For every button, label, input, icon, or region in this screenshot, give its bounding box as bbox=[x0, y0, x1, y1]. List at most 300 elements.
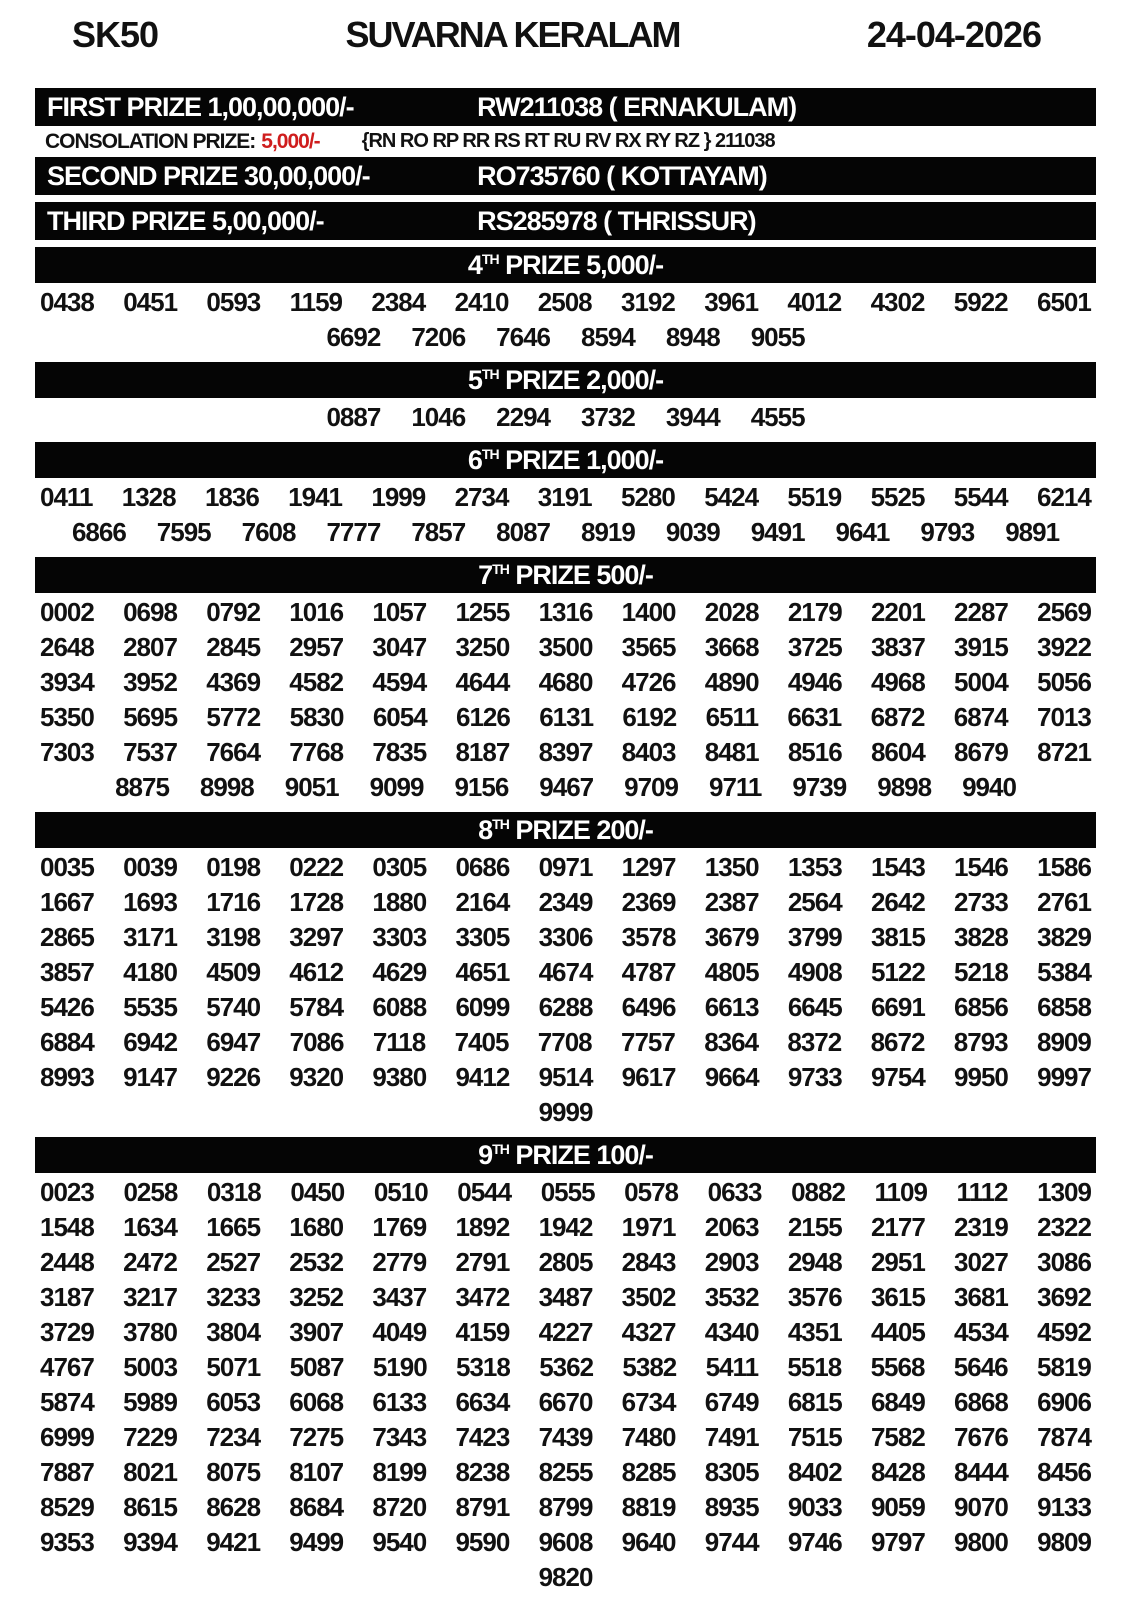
prize-number: 9809 bbox=[1037, 1527, 1091, 1557]
prize-number: 6670 bbox=[538, 1387, 593, 1417]
prize-number: 3799 bbox=[787, 922, 842, 952]
prize-number: 4946 bbox=[787, 667, 842, 697]
prize-number: 2779 bbox=[372, 1247, 427, 1277]
prize-number: 9640 bbox=[621, 1527, 676, 1557]
prize-number: 0578 bbox=[624, 1177, 679, 1207]
prize-number: 6088 bbox=[372, 992, 427, 1022]
prize-number: 8087 bbox=[496, 517, 550, 547]
prize-number: 0510 bbox=[373, 1177, 428, 1207]
prize-number: 9997 bbox=[1037, 1062, 1091, 1092]
prize-number: 1255 bbox=[455, 597, 510, 627]
prize-number: 5382 bbox=[622, 1352, 677, 1382]
prize-number: 6874 bbox=[953, 702, 1008, 732]
section-header: 5TH PRIZE 2,000/- bbox=[35, 362, 1096, 398]
prize-number: 7229 bbox=[123, 1422, 177, 1452]
number-row bbox=[40, 1455, 1091, 1490]
prize-number: 1999 bbox=[371, 482, 426, 512]
prize-number: 6133 bbox=[372, 1387, 427, 1417]
prize-number: 7303 bbox=[40, 737, 94, 767]
prize-number: 9820 bbox=[538, 1562, 593, 1592]
prize-number: 0887 bbox=[326, 402, 381, 432]
prize-number: 3732 bbox=[581, 402, 635, 432]
prize-number: 0411 bbox=[40, 482, 93, 512]
prize-number: 2410 bbox=[454, 287, 509, 317]
prize-section bbox=[0, 1137, 1131, 1595]
prize-number: 4592 bbox=[1037, 1317, 1091, 1347]
prize-number: 5695 bbox=[123, 702, 178, 732]
prize-number: 6942 bbox=[123, 1027, 178, 1057]
number-row bbox=[40, 1095, 1091, 1130]
number-row bbox=[40, 1420, 1091, 1455]
prize-number: 9641 bbox=[835, 517, 890, 547]
prize-number: 9099 bbox=[369, 772, 424, 802]
prize-number: 1543 bbox=[870, 852, 925, 882]
prize-number: 1892 bbox=[455, 1212, 510, 1242]
prize-number: 9540 bbox=[372, 1527, 427, 1557]
consolation-amount: 5,000/- bbox=[261, 130, 320, 153]
prize-number: 1112 bbox=[956, 1177, 1008, 1207]
prize-number: 7777 bbox=[326, 517, 381, 547]
masthead bbox=[0, 14, 1131, 56]
prize-number: 7664 bbox=[206, 737, 261, 767]
prize-number: 8919 bbox=[581, 517, 635, 547]
prize-number: 8935 bbox=[704, 1492, 759, 1522]
prize-number: 9226 bbox=[206, 1062, 261, 1092]
prize-number: 3944 bbox=[665, 402, 720, 432]
prize-number: 4629 bbox=[372, 957, 427, 987]
prize-number: 5003 bbox=[123, 1352, 178, 1382]
prize-number: 1400 bbox=[621, 597, 676, 627]
number-row bbox=[40, 1025, 1091, 1060]
prize-number: 1548 bbox=[40, 1212, 94, 1242]
prize-number: 1836 bbox=[204, 482, 259, 512]
prize-number: 4302 bbox=[870, 287, 925, 317]
prize-number: 4159 bbox=[455, 1317, 510, 1347]
prize-number: 2734 bbox=[454, 482, 509, 512]
prize-number: 9711 bbox=[708, 772, 762, 802]
prize-number: 1634 bbox=[123, 1212, 177, 1242]
prize-number: 4049 bbox=[372, 1317, 427, 1347]
prize-number: 9412 bbox=[455, 1062, 510, 1092]
number-row bbox=[40, 1350, 1091, 1385]
prize-number: 6691 bbox=[870, 992, 925, 1022]
prize-number: 2287 bbox=[954, 597, 1008, 627]
section-header: 8TH PRIZE 200/- bbox=[35, 812, 1096, 848]
prize-number: 5874 bbox=[40, 1387, 94, 1417]
prize-number: 7405 bbox=[454, 1027, 509, 1057]
prize-number: 0450 bbox=[290, 1177, 345, 1207]
prize-number: 8285 bbox=[621, 1457, 676, 1487]
number-row bbox=[40, 850, 1091, 885]
prize-number: 2948 bbox=[787, 1247, 842, 1277]
prize-number: 5424 bbox=[704, 482, 759, 512]
prize-number: 8720 bbox=[372, 1492, 427, 1522]
prize-number: 3804 bbox=[206, 1317, 261, 1347]
prize-number: 1728 bbox=[289, 887, 344, 917]
prize-number: 8799 bbox=[538, 1492, 593, 1522]
prize-number: 2322 bbox=[1037, 1212, 1091, 1242]
prize-number: 8791 bbox=[455, 1492, 510, 1522]
prize-number: 3472 bbox=[455, 1282, 510, 1312]
prize-number: 6496 bbox=[621, 992, 676, 1022]
prize-number: 9898 bbox=[877, 772, 932, 802]
prize-number: 2508 bbox=[537, 287, 592, 317]
prize-number: 2733 bbox=[954, 887, 1008, 917]
prize-number: 6511 bbox=[705, 702, 759, 732]
prize-number: 3250 bbox=[455, 632, 510, 662]
prize-number: 9739 bbox=[792, 772, 847, 802]
prize-number: 5426 bbox=[40, 992, 94, 1022]
number-row bbox=[40, 1525, 1091, 1560]
number-row bbox=[40, 1315, 1091, 1350]
prize-number: 8187 bbox=[455, 737, 510, 767]
prize-number: 8909 bbox=[1037, 1027, 1091, 1057]
prize-number: 0451 bbox=[123, 287, 178, 317]
prize-number: 3681 bbox=[954, 1282, 1008, 1312]
prize-number: 1546 bbox=[954, 852, 1008, 882]
prize-number: 8372 bbox=[787, 1027, 842, 1057]
prize-number: 4612 bbox=[289, 957, 344, 987]
prize-number: 0593 bbox=[206, 287, 261, 317]
prize-number: 2957 bbox=[289, 632, 344, 662]
prize-number: 9059 bbox=[870, 1492, 925, 1522]
prize-number: 8428 bbox=[870, 1457, 925, 1487]
prize-number: 2164 bbox=[455, 887, 510, 917]
number-row bbox=[40, 1490, 1091, 1525]
section-header: 6TH PRIZE 1,000/- bbox=[35, 442, 1096, 478]
number-row bbox=[40, 1060, 1091, 1095]
number-row bbox=[40, 630, 1091, 665]
prize-number: 6288 bbox=[538, 992, 593, 1022]
prize-number: 7491 bbox=[704, 1422, 759, 1452]
prize-number: 8998 bbox=[199, 772, 254, 802]
prize-number: 3829 bbox=[1037, 922, 1091, 952]
prize-number: 4582 bbox=[289, 667, 344, 697]
prize-number: 3217 bbox=[123, 1282, 177, 1312]
prize-number: 3780 bbox=[123, 1317, 177, 1347]
prize-number: 2472 bbox=[123, 1247, 177, 1277]
prize-number: 2791 bbox=[455, 1247, 510, 1277]
prize-number: 6872 bbox=[870, 702, 925, 732]
prize-number: 9421 bbox=[206, 1527, 261, 1557]
prize-number: 3668 bbox=[704, 632, 759, 662]
prize-number: 4555 bbox=[750, 402, 805, 432]
prize-number: 3233 bbox=[206, 1282, 261, 1312]
prize-number: 0318 bbox=[206, 1177, 261, 1207]
number-row bbox=[40, 920, 1091, 955]
prize-number: 3532 bbox=[704, 1282, 759, 1312]
prize-number: 1586 bbox=[1037, 852, 1091, 882]
third-prize-label: THIRD PRIZE 5,00,000/- bbox=[47, 206, 324, 236]
prize-number: 7835 bbox=[372, 737, 427, 767]
prize-number: 4890 bbox=[704, 667, 759, 697]
prize-number: 8021 bbox=[123, 1457, 177, 1487]
prize-number: 8516 bbox=[787, 737, 842, 767]
prize-number: 2564 bbox=[787, 887, 842, 917]
prize-number: 6734 bbox=[621, 1387, 676, 1417]
prize-number: 6858 bbox=[1037, 992, 1091, 1022]
prize-number: 2648 bbox=[40, 632, 94, 662]
prize-number: 1328 bbox=[121, 482, 176, 512]
prize-number: 5122 bbox=[870, 957, 925, 987]
prize-number: 3725 bbox=[787, 632, 842, 662]
prize-number: 9800 bbox=[954, 1527, 1008, 1557]
prize-number: 6906 bbox=[1037, 1387, 1091, 1417]
prize-number: 4534 bbox=[954, 1317, 1008, 1347]
prize-number: 3934 bbox=[40, 667, 94, 697]
prize-number: 7874 bbox=[1037, 1422, 1091, 1452]
prize-number: 3922 bbox=[1037, 632, 1091, 662]
prize-number: 2369 bbox=[621, 887, 676, 917]
prize-number: 8819 bbox=[621, 1492, 676, 1522]
prize-number: 3615 bbox=[870, 1282, 925, 1312]
number-row bbox=[40, 665, 1091, 700]
prize-number: 4908 bbox=[787, 957, 842, 987]
prize-number: 8615 bbox=[123, 1492, 177, 1522]
prize-number: 1057 bbox=[372, 597, 427, 627]
prize-number: 0002 bbox=[40, 597, 94, 627]
prize-number: 5772 bbox=[206, 702, 261, 732]
prize-number: 5190 bbox=[372, 1352, 427, 1382]
prize-number: 6815 bbox=[787, 1387, 842, 1417]
prize-number: 1350 bbox=[704, 852, 759, 882]
prize-number: 3187 bbox=[40, 1282, 94, 1312]
prize-number: 4594 bbox=[372, 667, 427, 697]
prize-number: 3729 bbox=[40, 1317, 94, 1347]
prize-number: 5830 bbox=[289, 702, 344, 732]
prize-number: 7708 bbox=[537, 1027, 592, 1057]
prize-number: 1353 bbox=[787, 852, 842, 882]
prize-number: 8444 bbox=[954, 1457, 1008, 1487]
prize-number: 6645 bbox=[787, 992, 842, 1022]
prize-number: 4726 bbox=[621, 667, 676, 697]
prize-number: 8403 bbox=[621, 737, 676, 767]
prize-number: 4805 bbox=[704, 957, 759, 987]
prize-number: 0971 bbox=[538, 852, 593, 882]
prize-number: 4651 bbox=[455, 957, 510, 987]
prize-number: 7887 bbox=[40, 1457, 94, 1487]
prize-number: 4012 bbox=[787, 287, 842, 317]
prize-number: 0633 bbox=[707, 1177, 762, 1207]
prize-number: 6068 bbox=[289, 1387, 344, 1417]
prize-number: 2155 bbox=[787, 1212, 842, 1242]
prize-number: 9999 bbox=[538, 1097, 593, 1127]
prize-number: 6749 bbox=[704, 1387, 759, 1417]
prize-number: 4405 bbox=[870, 1317, 925, 1347]
prize-number: 5740 bbox=[206, 992, 261, 1022]
prize-number: 9940 bbox=[962, 772, 1016, 802]
prize-number: 6868 bbox=[954, 1387, 1008, 1417]
prize-number: 9147 bbox=[123, 1062, 177, 1092]
first-prize-winner: RW211038 ( ERNAKULAM) bbox=[477, 92, 797, 122]
prize-number: 5350 bbox=[40, 702, 94, 732]
prize-number: 9353 bbox=[40, 1527, 94, 1557]
prize-number: 3306 bbox=[538, 922, 593, 952]
prize-number: 3915 bbox=[954, 632, 1008, 662]
prize-number: 1693 bbox=[123, 887, 177, 917]
prize-number: 5384 bbox=[1037, 957, 1091, 987]
prize-section bbox=[0, 442, 1131, 550]
prize-number: 5318 bbox=[456, 1352, 510, 1382]
prize-number: 2761 bbox=[1037, 887, 1091, 917]
prize-number: 5989 bbox=[123, 1387, 177, 1417]
prize-number: 5646 bbox=[953, 1352, 1008, 1382]
prize-number: 6692 bbox=[326, 322, 381, 352]
prize-number: 0222 bbox=[289, 852, 344, 882]
prize-number: 5784 bbox=[289, 992, 344, 1022]
prize-number: 9156 bbox=[454, 772, 509, 802]
prize-number: 7582 bbox=[870, 1422, 925, 1452]
prize-number: 2527 bbox=[206, 1247, 261, 1277]
prize-number: 0438 bbox=[40, 287, 94, 317]
prize-number: 6501 bbox=[1037, 287, 1091, 317]
prize-number: 2387 bbox=[704, 887, 759, 917]
prize-number: 3907 bbox=[289, 1317, 344, 1347]
prize-number: 2349 bbox=[538, 887, 593, 917]
prize-number: 9039 bbox=[665, 517, 720, 547]
prize-number: 3305 bbox=[455, 922, 510, 952]
prize-number: 8672 bbox=[870, 1027, 925, 1057]
consolation-label: CONSOLATION PRIZE: bbox=[45, 130, 256, 153]
number-row bbox=[40, 955, 1091, 990]
number-row bbox=[40, 990, 1091, 1025]
prize-number: 9793 bbox=[920, 517, 975, 547]
prize-number: 9950 bbox=[954, 1062, 1008, 1092]
prize-number: 9380 bbox=[372, 1062, 427, 1092]
prize-number: 8628 bbox=[206, 1492, 261, 1522]
prize-number: 8402 bbox=[787, 1457, 842, 1487]
prize-number: 1880 bbox=[372, 887, 427, 917]
prize-number: 9608 bbox=[538, 1527, 593, 1557]
prize-number: 3191 bbox=[537, 482, 592, 512]
prize-number: 5087 bbox=[289, 1352, 344, 1382]
prize-number: 2805 bbox=[538, 1247, 593, 1277]
prize-number: 6053 bbox=[206, 1387, 261, 1417]
prize-number: 1942 bbox=[538, 1212, 593, 1242]
prize-number: 9733 bbox=[787, 1062, 842, 1092]
prize-number: 7857 bbox=[411, 517, 466, 547]
prize-number: 4340 bbox=[704, 1317, 759, 1347]
third-prize-bar bbox=[35, 202, 1096, 240]
prize-number: 3679 bbox=[704, 922, 759, 952]
prize-number: 3815 bbox=[870, 922, 925, 952]
consolation-row bbox=[35, 126, 1096, 157]
prize-number: 9664 bbox=[704, 1062, 759, 1092]
draw-code: SK50 bbox=[72, 14, 159, 55]
prize-number: 2319 bbox=[954, 1212, 1008, 1242]
number-row bbox=[40, 515, 1091, 550]
prize-number: 9051 bbox=[284, 772, 339, 802]
prize-number: 8721 bbox=[1037, 737, 1091, 767]
prize-number: 5518 bbox=[787, 1352, 842, 1382]
prize-number: 1016 bbox=[289, 597, 344, 627]
prize-number: 3952 bbox=[123, 667, 177, 697]
prize-number: 4674 bbox=[538, 957, 593, 987]
prize-number: 6192 bbox=[622, 702, 677, 732]
first-prize-label: FIRST PRIZE 1,00,00,000/- bbox=[47, 92, 354, 122]
prize-number: 7439 bbox=[538, 1422, 593, 1452]
prize-number: 2294 bbox=[496, 402, 550, 432]
prize-number: 8481 bbox=[704, 737, 759, 767]
number-row bbox=[40, 700, 1091, 735]
prize-number: 3297 bbox=[289, 922, 344, 952]
prize-number: 8238 bbox=[455, 1457, 510, 1487]
prize-number: 3961 bbox=[704, 287, 759, 317]
prize-number: 2177 bbox=[870, 1212, 925, 1242]
prize-number: 9797 bbox=[870, 1527, 925, 1557]
prize-number: 6856 bbox=[954, 992, 1008, 1022]
prize-number: 2865 bbox=[40, 922, 94, 952]
prize-number: 2951 bbox=[870, 1247, 925, 1277]
prize-number: 2843 bbox=[621, 1247, 676, 1277]
prize-number: 9514 bbox=[538, 1062, 593, 1092]
prize-number: 2532 bbox=[289, 1247, 344, 1277]
prize-number: 9033 bbox=[787, 1492, 842, 1522]
prize-number: 6126 bbox=[456, 702, 510, 732]
prize-number: 0882 bbox=[791, 1177, 845, 1207]
prize-number: 5819 bbox=[1037, 1352, 1091, 1382]
consolation-series: {RN RO RP RR RS RT RU RV RX RY RZ } 211038 bbox=[361, 130, 775, 152]
number-row bbox=[40, 1175, 1091, 1210]
number-row bbox=[40, 480, 1091, 515]
prize-number: 7013 bbox=[1037, 702, 1091, 732]
prize-number: 5218 bbox=[954, 957, 1008, 987]
prize-number: 7646 bbox=[496, 322, 550, 352]
prize-number: 3837 bbox=[870, 632, 925, 662]
prize-number: 2845 bbox=[206, 632, 261, 662]
prize-number: 0258 bbox=[123, 1177, 178, 1207]
prize-number: 6884 bbox=[40, 1027, 94, 1057]
prize-number: 4680 bbox=[538, 667, 593, 697]
prize-number: 2569 bbox=[1037, 597, 1091, 627]
prize-number: 3857 bbox=[40, 957, 94, 987]
prize-number: 0035 bbox=[40, 852, 94, 882]
prize-number: 3502 bbox=[621, 1282, 676, 1312]
section-header: 7TH PRIZE 500/- bbox=[35, 557, 1096, 593]
number-row bbox=[40, 1560, 1091, 1595]
prize-number: 3047 bbox=[372, 632, 427, 662]
prize-number: 4327 bbox=[621, 1317, 676, 1347]
prize-number: 8107 bbox=[289, 1457, 344, 1487]
prize-number: 8594 bbox=[581, 322, 635, 352]
prize-number: 9709 bbox=[624, 772, 678, 802]
prize-number: 2903 bbox=[704, 1247, 759, 1277]
prize-number: 6866 bbox=[71, 517, 126, 547]
prize-number: 7768 bbox=[289, 737, 344, 767]
prize-number: 6849 bbox=[870, 1387, 925, 1417]
prize-number: 3500 bbox=[538, 632, 593, 662]
prize-number: 3192 bbox=[620, 287, 675, 317]
prize-section bbox=[0, 557, 1131, 805]
number-row bbox=[40, 770, 1091, 805]
prize-number: 0023 bbox=[40, 1177, 94, 1207]
prize-number: 3027 bbox=[954, 1247, 1008, 1277]
prize-number: 7423 bbox=[455, 1422, 510, 1452]
prize-number: 8993 bbox=[40, 1062, 94, 1092]
prize-number: 1680 bbox=[289, 1212, 344, 1242]
prize-number: 4509 bbox=[206, 957, 261, 987]
prize-number: 1297 bbox=[621, 852, 676, 882]
prize-number: 5525 bbox=[870, 482, 925, 512]
prize-number: 8684 bbox=[289, 1492, 344, 1522]
third-prize-winner: RS285978 ( THRISSUR) bbox=[477, 206, 756, 236]
first-prize-bar bbox=[35, 88, 1096, 126]
prize-number: 3303 bbox=[372, 922, 427, 952]
prize-number: 0198 bbox=[206, 852, 261, 882]
prize-number: 6613 bbox=[704, 992, 759, 1022]
lottery-title: SUVARNA KERALAM bbox=[345, 14, 680, 55]
prize-number: 8529 bbox=[40, 1492, 94, 1522]
